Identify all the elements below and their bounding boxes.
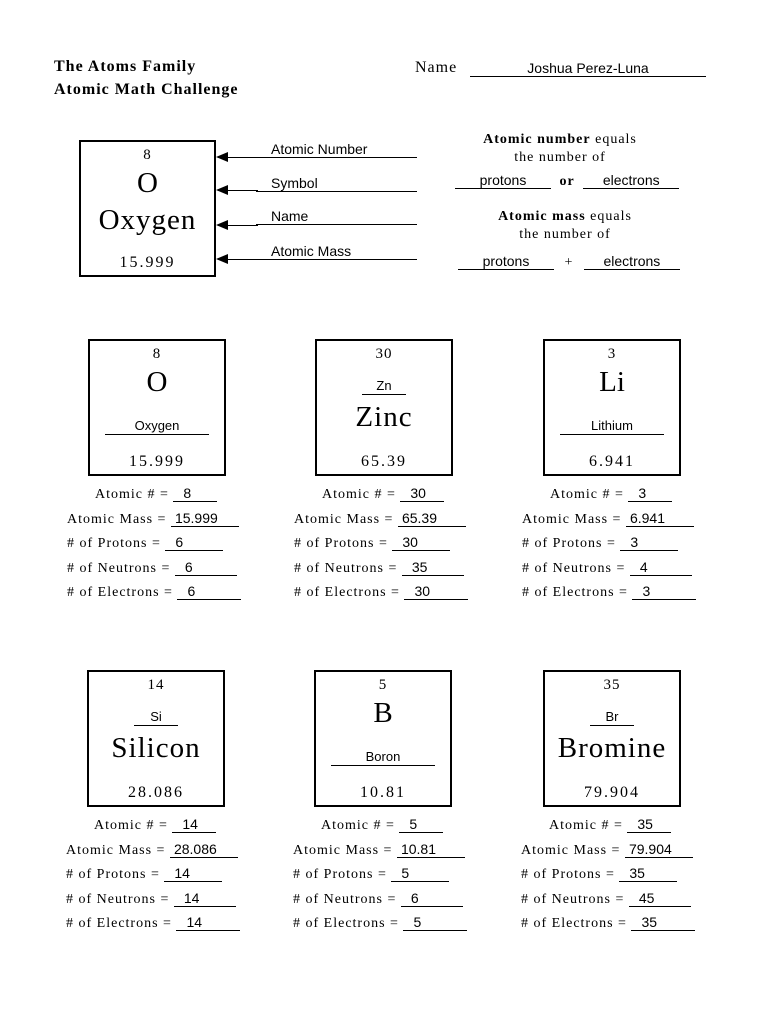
label-atomic-number: Atomic Number: [256, 141, 417, 158]
protons-answer-2[interactable]: protons: [458, 253, 554, 270]
element-name: Bromine: [557, 732, 667, 764]
or-text: or: [559, 174, 575, 189]
question-label: # of Electrons =: [522, 585, 628, 600]
question-label: # of Neutrons =: [294, 560, 398, 576]
question-label: # of Neutrons =: [293, 891, 397, 907]
answer-field-protons[interactable]: 35: [619, 865, 677, 882]
question-row: [294, 534, 450, 552]
question-row: [66, 914, 240, 932]
question-label: # of Protons =: [521, 867, 615, 882]
answer-field-a-no[interactable]: 5: [399, 816, 443, 833]
answer-field-a-no[interactable]: 30: [400, 485, 444, 502]
element-card: [543, 670, 681, 807]
answer-field-electrons[interactable]: 5: [403, 914, 467, 931]
answer-field-electrons[interactable]: 35: [631, 914, 695, 931]
question-label: Atomic Mass =: [293, 842, 393, 858]
question-row: [66, 890, 236, 908]
atomic-number-term: Atomic number: [483, 132, 591, 147]
question-row: [550, 485, 672, 503]
question-label: # of Protons =: [293, 867, 387, 882]
atomic-mass-definition: [440, 209, 690, 225]
answer-field-neutrons[interactable]: 45: [629, 890, 691, 907]
electrons-answer-2[interactable]: electrons: [584, 253, 680, 270]
question-row: [67, 583, 241, 601]
question-label: # of Electrons =: [521, 916, 627, 931]
the-number-of-text: the number of: [514, 150, 606, 165]
answer-field-neutrons[interactable]: 4: [630, 559, 692, 576]
element-atomic-mass: 28.086: [128, 784, 184, 801]
arrow-left-icon: [218, 259, 258, 260]
question-row: [294, 559, 464, 577]
question-row: [95, 485, 217, 503]
question-label: Atomic # =: [322, 487, 396, 502]
element-card: [87, 670, 225, 807]
question-label: # of Protons =: [67, 536, 161, 551]
question-row: [522, 559, 692, 577]
answer-field-electrons[interactable]: 3: [632, 583, 696, 600]
element-name-answer[interactable]: Oxygen: [105, 418, 209, 435]
label-name: Name: [256, 208, 417, 225]
question-label: # of Protons =: [66, 867, 160, 882]
question-label: Atomic # =: [549, 818, 623, 833]
element-name-answer[interactable]: Boron: [331, 749, 435, 766]
question-row: [66, 865, 222, 883]
question-label: Atomic # =: [550, 487, 624, 502]
element-atomic-mass: 65.39: [361, 453, 407, 470]
question-row: [294, 510, 466, 528]
protons-answer[interactable]: protons: [455, 172, 551, 189]
protons-plus-electrons: [458, 253, 698, 271]
question-row: [321, 816, 443, 834]
answer-field-a-mass[interactable]: 79.904: [625, 841, 693, 858]
atomic-number-definition: [440, 132, 680, 148]
element-atomic-mass: 79.904: [584, 784, 640, 801]
element-atomic-mass: 6.941: [589, 453, 635, 470]
key-symbol: O: [137, 167, 158, 199]
answer-field-protons[interactable]: 14: [164, 865, 222, 882]
question-row: [67, 559, 237, 577]
question-row: [521, 890, 691, 908]
question-label: # of Electrons =: [294, 585, 400, 600]
element-symbol-answer[interactable]: Br: [590, 709, 634, 726]
element-card: [88, 339, 226, 476]
question-label: # of Neutrons =: [521, 891, 625, 907]
question-label: # of Protons =: [522, 536, 616, 551]
arrow-left-icon: [218, 225, 258, 226]
element-symbol-answer[interactable]: Si: [134, 709, 178, 726]
element-atomic-number: 35: [603, 677, 621, 693]
answer-field-electrons[interactable]: 14: [176, 914, 240, 931]
key-element-box: [79, 140, 216, 277]
question-label: Atomic Mass =: [66, 842, 166, 858]
question-label: # of Neutrons =: [522, 560, 626, 576]
question-row: [293, 841, 465, 859]
label-atomic-mass: Atomic Mass: [256, 243, 417, 260]
answer-field-a-no[interactable]: 3: [628, 485, 672, 502]
answer-field-protons[interactable]: 5: [391, 865, 449, 882]
element-symbol: B: [373, 697, 393, 729]
question-label: Atomic # =: [95, 487, 169, 502]
question-row: [522, 510, 694, 528]
answer-field-neutrons[interactable]: 14: [174, 890, 236, 907]
element-atomic-mass: 15.999: [129, 453, 185, 470]
question-row: [94, 816, 216, 834]
element-symbol-answer[interactable]: Zn: [362, 378, 406, 395]
arrow-left-icon: [218, 190, 258, 191]
equals-text: equals: [590, 209, 632, 224]
element-symbol: Li: [599, 366, 625, 398]
element-name: Silicon: [111, 732, 201, 764]
element-card: [543, 339, 681, 476]
plus-text: +: [564, 255, 574, 270]
question-label: Atomic Mass =: [294, 511, 394, 527]
element-atomic-number: 30: [375, 346, 393, 362]
question-row: [521, 914, 695, 932]
worksheet-subtitle: Atomic Math Challenge: [54, 81, 239, 98]
element-atomic-number: 14: [147, 677, 165, 693]
equals-text: equals: [595, 132, 637, 147]
answer-field-a-mass[interactable]: 28.086: [170, 841, 238, 858]
element-card: [314, 670, 452, 807]
element-atomic-mass: 10.81: [360, 784, 406, 801]
name-label: Name: [415, 59, 458, 76]
key-name: Oxygen: [98, 204, 197, 236]
arrow-left-icon: [218, 157, 258, 158]
answer-field-neutrons[interactable]: 6: [401, 890, 463, 907]
answer-field-a-no[interactable]: 8: [173, 485, 217, 502]
answer-field-a-mass[interactable]: 65.39: [398, 510, 466, 527]
question-label: # of Protons =: [294, 536, 388, 551]
question-label: Atomic Mass =: [67, 511, 167, 527]
answer-field-electrons[interactable]: 6: [177, 583, 241, 600]
question-row: [521, 865, 677, 883]
question-label: Atomic # =: [94, 818, 168, 833]
key-atomic-number: 8: [143, 147, 152, 163]
question-label: # of Electrons =: [293, 916, 399, 931]
answer-field-protons[interactable]: 6: [165, 534, 223, 551]
question-row: [293, 914, 467, 932]
question-label: Atomic Mass =: [522, 511, 622, 527]
answer-field-protons[interactable]: 30: [392, 534, 450, 551]
element-name-answer[interactable]: Lithium: [560, 418, 664, 435]
element-name: Zinc: [355, 401, 413, 433]
question-row: [521, 841, 693, 859]
question-label: # of Neutrons =: [66, 891, 170, 907]
name-field[interactable]: Joshua Perez-Luna: [527, 60, 649, 76]
question-row: [522, 534, 678, 552]
question-label: Atomic # =: [321, 818, 395, 833]
answer-field-electrons[interactable]: 30: [404, 583, 468, 600]
worksheet-title: The Atoms Family: [54, 58, 197, 75]
key-atomic-mass: 15.999: [119, 254, 176, 271]
the-number-of-text: the number of: [519, 227, 611, 242]
answer-field-neutrons[interactable]: 6: [175, 559, 237, 576]
name-field-line: [470, 76, 706, 77]
element-atomic-number: 5: [378, 677, 388, 693]
protons-or-electrons: [455, 172, 695, 190]
question-row: [549, 816, 671, 834]
question-row: [67, 510, 239, 528]
element-symbol: O: [146, 366, 168, 398]
answer-field-a-no[interactable]: 14: [172, 816, 216, 833]
question-row: [294, 583, 468, 601]
answer-field-neutrons[interactable]: 35: [402, 559, 464, 576]
question-label: # of Neutrons =: [67, 560, 171, 576]
answer-field-a-mass[interactable]: 10.81: [397, 841, 465, 858]
answer-field-a-mass[interactable]: 6.941: [626, 510, 694, 527]
question-row: [66, 841, 238, 859]
question-row: [322, 485, 444, 503]
element-atomic-number: 3: [607, 346, 617, 362]
electrons-answer[interactable]: electrons: [583, 172, 679, 189]
question-label: # of Electrons =: [66, 916, 172, 931]
answer-field-a-no[interactable]: 35: [627, 816, 671, 833]
question-row: [293, 865, 449, 883]
question-row: [67, 534, 223, 552]
label-symbol: Symbol: [256, 175, 417, 192]
answer-field-protons[interactable]: 3: [620, 534, 678, 551]
atomic-mass-term: Atomic mass: [498, 209, 586, 224]
element-atomic-number: 8: [152, 346, 162, 362]
question-row: [293, 890, 463, 908]
answer-field-a-mass[interactable]: 15.999: [171, 510, 239, 527]
question-row: [522, 583, 696, 601]
element-card: [315, 339, 453, 476]
question-label: Atomic Mass =: [521, 842, 621, 858]
question-label: # of Electrons =: [67, 585, 173, 600]
